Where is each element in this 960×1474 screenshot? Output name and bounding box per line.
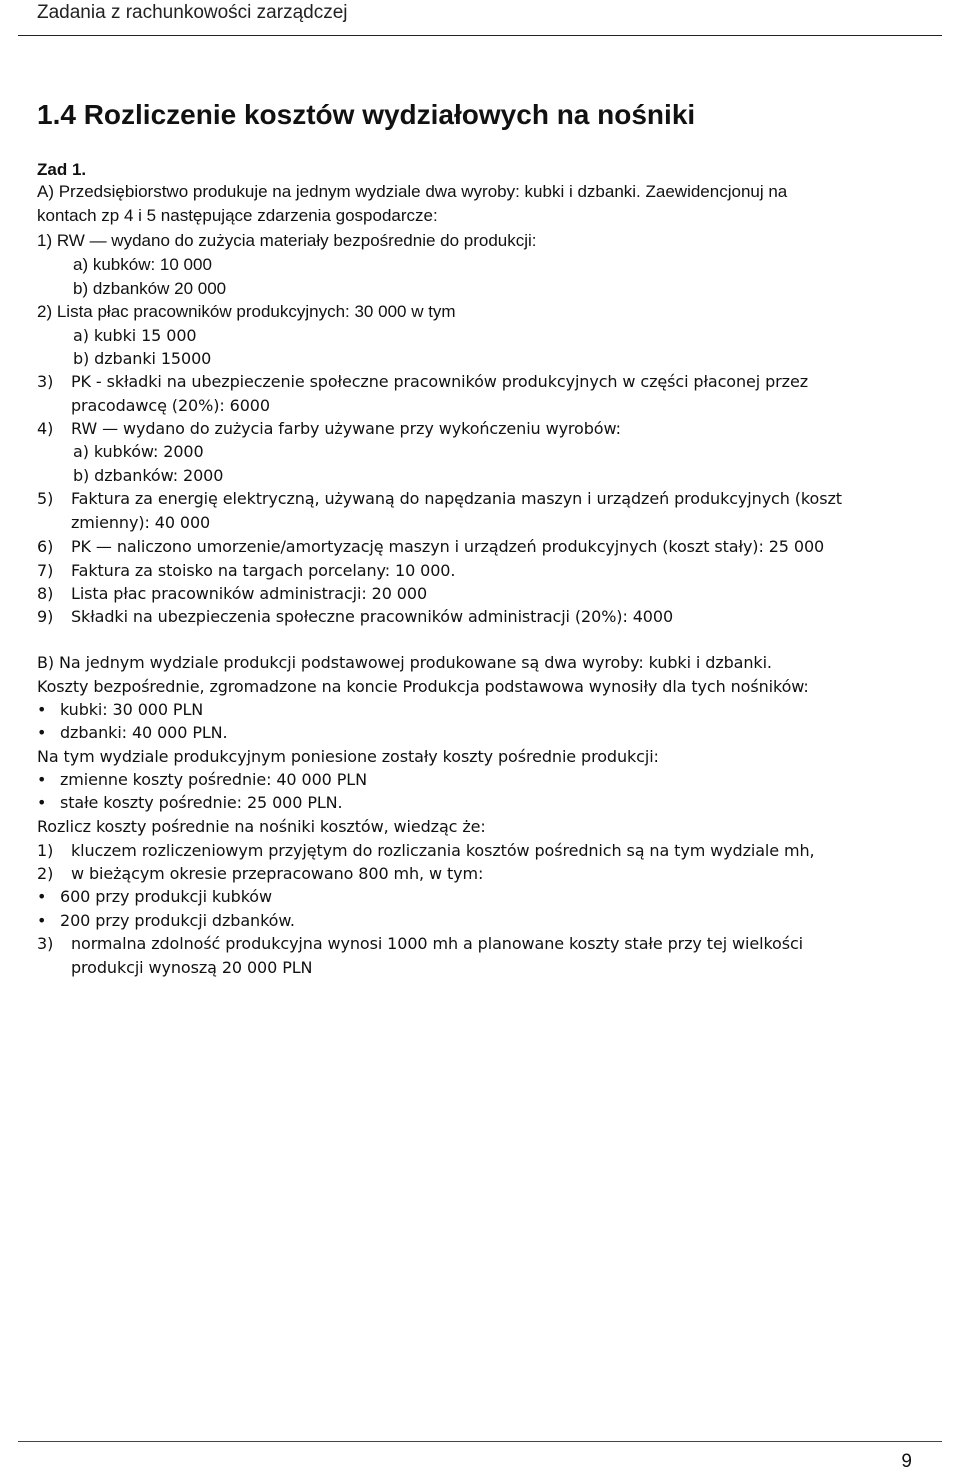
bullet-6-marker: • [37, 911, 47, 930]
page-header-title: Zadania z rachunkowości zarządczej [37, 2, 348, 23]
item-3-continued: pracodawcę (20%): 6000 [71, 396, 270, 415]
item-2: 2) Lista płac pracowników produkcyjnych: 30 000 w tym [37, 302, 456, 321]
page-number: 9 [901, 1451, 912, 1472]
part-b-line-2: Koszty bezpośrednie, zgromadzone na koncie Produkcja podstawowa wynosiły dla tych nośników: [37, 677, 809, 696]
section-heading: 1.4 Rozliczenie kosztów wydziałowych na nośniki [37, 99, 696, 130]
item-5-continued: zmienny): 40 000 [71, 513, 211, 532]
footer-rule [18, 1441, 942, 1442]
item-7 [37, 560, 455, 582]
item-2b: b) dzbanki 15000 [73, 349, 212, 368]
item-4 [37, 418, 621, 440]
condition-3-continued: produkcji wynoszą 20 000 PLN [71, 958, 313, 977]
item-4b: b) dzbanków: 2000 [73, 466, 224, 485]
bullet-5-marker: • [37, 887, 47, 906]
item-6-text: PK — naliczono umorzenie/amortyzację maszyn i urządzeń produkcyjnych (koszt stały): 25 000 [71, 537, 825, 556]
bullet-4-marker: • [37, 793, 47, 812]
part-b-line-4: Rozlicz koszty pośrednie na nośniki kosztów, wiedząc że: [37, 817, 486, 836]
header-rule [18, 35, 942, 36]
bullet-3-marker: • [37, 770, 47, 789]
item-8 [37, 583, 427, 605]
part-b-line-1: B) Na jednym wydziale produkcji podstawowej produkowane są dwa wyroby: kubki i dzbanki. [37, 653, 772, 672]
item-3-text: PK - składki na ubezpieczenie społeczne pracowników produkcyjnych w części płaconej przez [71, 372, 808, 391]
item-9-text: Składki na ubezpieczenia społeczne pracowników administracji (20%): 4000 [71, 607, 674, 626]
bullet-4-text: stałe koszty pośrednie: 25 000 PLN. [60, 793, 343, 812]
item-3-number: 3) [37, 372, 54, 391]
part-b-line-3: Na tym wydziale produkcyjnym poniesione zostały koszty pośrednie produkcji: [37, 747, 659, 766]
item-7-text: Faktura za stoisko na targach porcelany: 10 000. [71, 561, 456, 580]
condition-2-text: w bieżącym okresie przepracowano 800 mh, w tym: [71, 864, 484, 883]
condition-1-text: kluczem rozliczeniowym przyjętym do rozliczania kosztów pośrednich są na tym wydziale mh, [71, 841, 815, 860]
item-5-number: 5) [37, 489, 54, 508]
condition-1 [37, 840, 815, 862]
bullet-3-text: zmienne koszty pośrednie: 40 000 PLN [60, 770, 367, 789]
item-1a: a) kubków: 10 000 [73, 255, 212, 274]
bullet-2-text: dzbanki: 40 000 PLN. [60, 723, 228, 742]
item-4a: a) kubków: 2000 [73, 442, 204, 461]
item-8-number: 8) [37, 584, 54, 603]
item-9 [37, 606, 673, 628]
item-7-number: 7) [37, 561, 54, 580]
item-6-number: 6) [37, 537, 54, 556]
bullet-1-text: kubki: 30 000 PLN [60, 700, 204, 719]
item-6 [37, 536, 824, 558]
bullet-5-text: 600 przy produkcji kubków [60, 887, 272, 906]
item-8-text: Lista płac pracowników administracji: 20 000 [71, 584, 428, 603]
item-4-number: 4) [37, 419, 54, 438]
condition-1-number: 1) [37, 841, 54, 860]
condition-3-text: normalna zdolność produkcyjna wynosi 1000 mh a planowane koszty stałe przy tej wielkości [71, 934, 804, 953]
item-4-text: RW — wydano do zużycia farby używane przy wykończeniu wyrobów: [71, 419, 621, 438]
condition-2 [37, 863, 483, 885]
item-3 [37, 371, 808, 393]
condition-2-number: 2) [37, 864, 54, 883]
item-2a: a) kubki 15 000 [73, 326, 197, 345]
bullet-2-marker: • [37, 723, 47, 742]
exercise-title: Zad 1. [37, 160, 87, 179]
bullet-6-text: 200 przy produkcji dzbanków. [60, 911, 295, 930]
part-a-intro-line-2: kontach zp 4 i 5 następujące zdarzenia gospodarcze: [37, 206, 438, 225]
item-1b: b) dzbanków 20 000 [73, 279, 227, 298]
item-1: 1) RW — wydano do zużycia materiały bezpośrednie do produkcji: [37, 231, 537, 250]
item-5 [37, 488, 842, 510]
item-9-number: 9) [37, 607, 54, 626]
bullet-1-marker: • [37, 700, 47, 719]
part-a-intro-line-1: A) Przedsiębiorstwo produkuje na jednym wydziale dwa wyroby: kubki i dzbanki. Zaewidencjonuj na [37, 182, 788, 201]
item-5-text: Faktura za energię elektryczną, używaną do napędzania maszyn i urządzeń produkcyjnych (koszt [71, 489, 842, 508]
condition-3-number: 3) [37, 934, 54, 953]
condition-3 [37, 933, 803, 955]
